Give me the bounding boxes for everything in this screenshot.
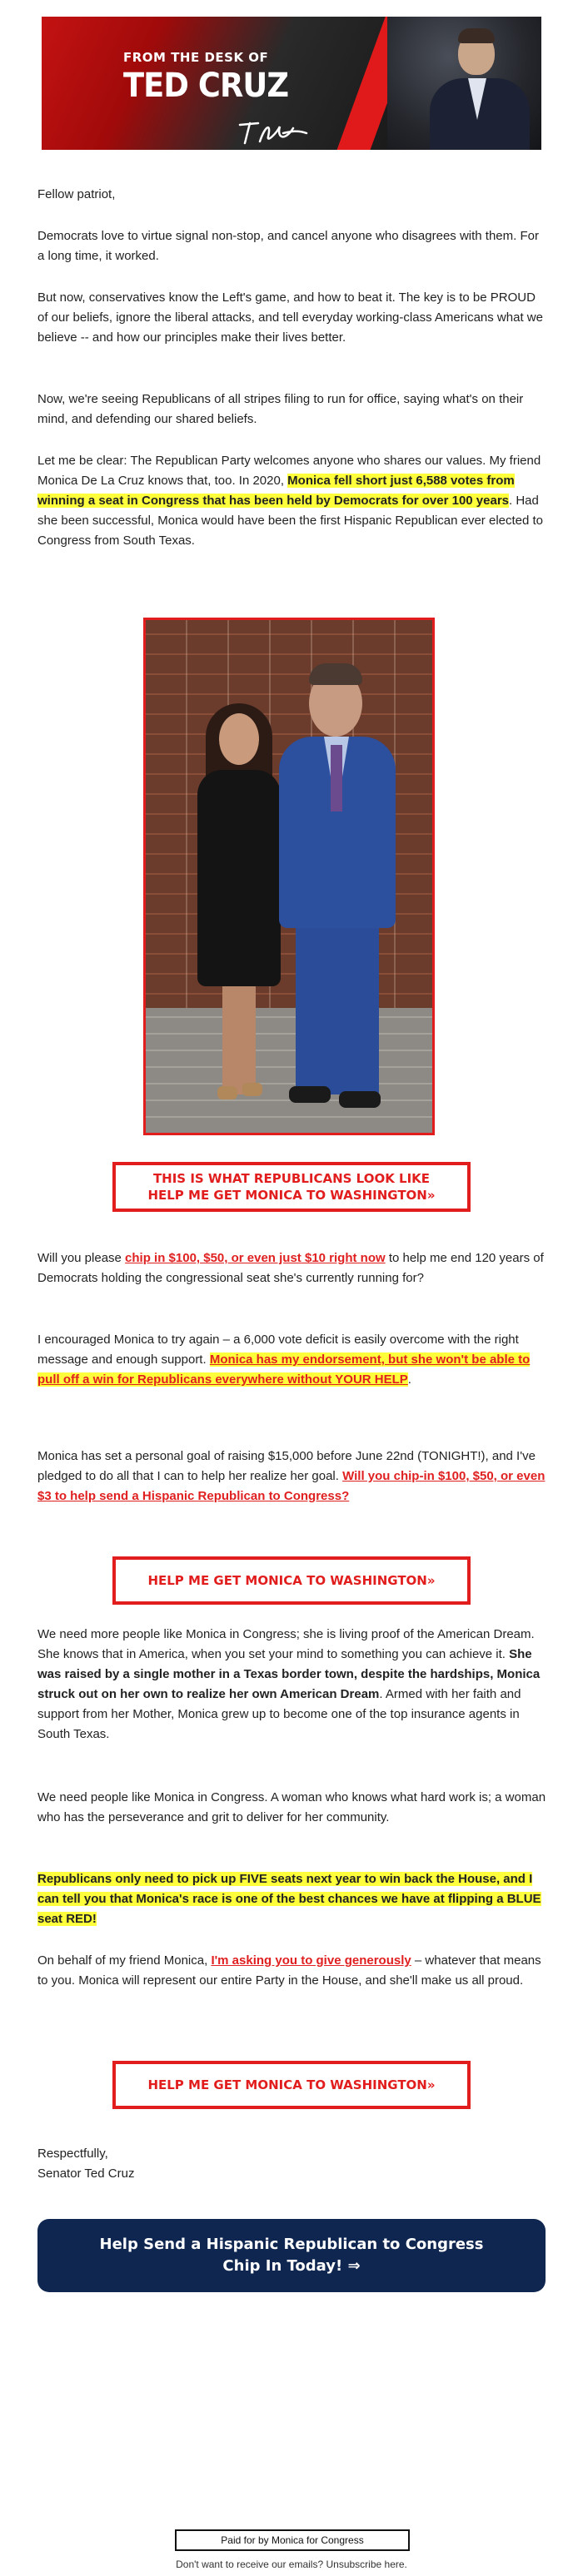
banner-name: TED CRUZ	[123, 67, 289, 105]
chip-in-line1: Help Send a Hispanic Republican to Congress	[99, 2236, 484, 2253]
chip-in-button[interactable]	[37, 2219, 546, 2292]
floor	[146, 1008, 432, 1133]
endorsement-link[interactable]: Monica has my endorsement, but she won't be able to pull off a win for Republicans everywhere without YOUR HELP	[37, 1353, 531, 1387]
banner-figure-hair	[458, 28, 495, 43]
cta-button-tertiary[interactable]	[112, 2061, 471, 2109]
man-trousers	[296, 928, 379, 1094]
header-banner	[42, 17, 541, 150]
paragraph-4-text	[37, 451, 547, 551]
unsubscribe-link[interactable]: Don't want to receive our emails? Unsubscribe here.	[176, 2559, 407, 2570]
man-shoe	[289, 1086, 331, 1103]
paragraph-5	[37, 1248, 547, 1288]
paragraph-8-end: . Armed with her faith and support from her Mother, Monica grew up to become one of the top insurance agents in South Texas.	[37, 1687, 521, 1741]
paragraph-7	[37, 1447, 547, 1506]
paragraph-2-text: But now, conservatives know the Left's game, and how to beat it. The key is to be PROUD of our beliefs, ignore the liberal attacks, and tell everyday working-class Americans what we believe -- and how our principles make their lives better.	[37, 290, 543, 345]
cta-button-primary[interactable]	[112, 1162, 471, 1212]
woman-shoe	[242, 1083, 262, 1096]
paragraph-11-text	[37, 1951, 547, 1991]
monica-ted-photo	[143, 618, 435, 1135]
cta-secondary-label: HELP ME GET MONICA TO WASHINGTON»	[147, 1573, 436, 1588]
paragraph-4-end: . Had she been successful, Monica would have been the first Hispanic Republican ever elected to Congress from South Texas.	[37, 494, 544, 548]
chip-in-link-1[interactable]: chip in $100, $50, or even just $10 right now	[125, 1251, 386, 1265]
woman-face	[219, 713, 259, 765]
paragraph-6	[37, 1330, 547, 1390]
banner-desk-text: FROM THE DESK OF	[123, 50, 269, 65]
chip-in-line2: Chip In Today! ⇒	[222, 2257, 361, 2275]
woman-legs	[222, 986, 256, 1094]
paragraph-6-text	[37, 1330, 547, 1390]
paragraph-1	[37, 226, 547, 266]
paragraph-4	[37, 451, 547, 551]
paragraph-4-highlight: Monica fell short just 6,588 votes from winning a seat in Congress that has been held by Democrats for over 100 years	[37, 474, 515, 508]
paragraph-6-start: I encouraged Monica to try again – a 6,000 vote deficit is easily overcome with the right message and enough support.	[37, 1333, 519, 1367]
paragraph-11-end: – whatever that means to you. Monica will represent our entire Party in the House, and she'll make us all proud.	[37, 1953, 541, 1988]
paragraph-8-text	[37, 1625, 547, 1745]
paragraph-3-text: Now, we're seeing Republicans of all stripes filing to run for office, saying what's on their mind, and defending our shared beliefs.	[37, 392, 524, 426]
chip-in-link-2[interactable]: Will you chip-in $100, $50, or even $3 to help send a Hispanic Republican to Congress?	[37, 1469, 546, 1503]
paragraph-10	[37, 1869, 547, 1929]
paragraph-11	[37, 1951, 547, 1991]
paragraph-11-start: On behalf of my friend Monica,	[37, 1953, 212, 1968]
cta-tertiary-label: HELP ME GET MONICA TO WASHINGTON»	[147, 2077, 436, 2092]
woman-dress	[197, 770, 281, 986]
man-tie	[331, 745, 342, 812]
paragraph-8-start: We need more people like Monica in Congress; she is living proof of the American Dream. She knows that in America, when you set your mind to something you can achieve it.	[37, 1627, 535, 1661]
footer	[0, 2559, 583, 2570]
paragraph-3	[37, 390, 547, 429]
man-hair	[309, 663, 362, 685]
greeting: Fellow patriot,	[37, 187, 116, 201]
paragraph-5-text	[37, 1248, 547, 1288]
paragraph-6-end: .	[407, 1372, 411, 1387]
cta-primary-line2: HELP ME GET MONICA TO WASHINGTON»	[147, 1188, 436, 1203]
paragraph-8	[37, 1625, 547, 1745]
signature-icon	[235, 108, 310, 150]
paragraph-5-end: to help me end 120 years of Democrats holding the congressional seat she's currently running for?	[37, 1251, 544, 1285]
give-generously-link[interactable]: I'm asking you to give generously	[211, 1953, 411, 1968]
paragraph-7-start: Monica has set a personal goal of raising $15,000 before June 22nd (TONIGHT!), and I've pledged to do all that I can to help her realize her goal.	[37, 1449, 536, 1483]
cta-button-secondary[interactable]	[112, 1556, 471, 1605]
paragraph-10-highlight: Republicans only need to pick up FIVE seats next year to win back the House, and I can tell you that Monica's race is one of the best chances we have at flipping a BLUE seat RED!	[37, 1872, 541, 1926]
paid-for-disclaimer: Paid for by Monica for Congress	[175, 2529, 410, 2551]
signoff: Senator Ted Cruz	[37, 2167, 135, 2181]
closing-block	[37, 2144, 547, 2184]
paragraph-2	[37, 288, 547, 348]
paragraph-8-bold: She was raised by a single mother in a Texas border town, despite the hardships, Monica struck out on her own to realize her own American Dream	[37, 1647, 541, 1701]
woman-shoe	[217, 1086, 237, 1099]
paragraph-7-text	[37, 1447, 547, 1506]
paragraph-9-text: We need people like Monica in Congress. A woman who knows what hard work is; a woman who has the perseverance and grit to deliver for her community.	[37, 1790, 546, 1824]
paragraph-1-text: Democrats love to virtue signal non-stop, and cancel anyone who disagrees with them. For a long time, it worked.	[37, 229, 539, 263]
cta-primary-line1: THIS IS WHAT REPUBLICANS LOOK LIKE	[152, 1171, 431, 1186]
paragraph-4-start: Let me be clear: The Republican Party welcomes anyone who shares our values. My friend Monica De La Cruz knows that, too. In 2020,	[37, 454, 541, 488]
paragraph-5-start: Will you please	[37, 1251, 126, 1265]
paragraph-10-text	[37, 1869, 547, 1929]
letter-body	[37, 185, 547, 205]
paragraph-9	[37, 1788, 547, 1828]
man-shoe	[339, 1091, 381, 1108]
closing: Respectfully,	[37, 2147, 108, 2161]
